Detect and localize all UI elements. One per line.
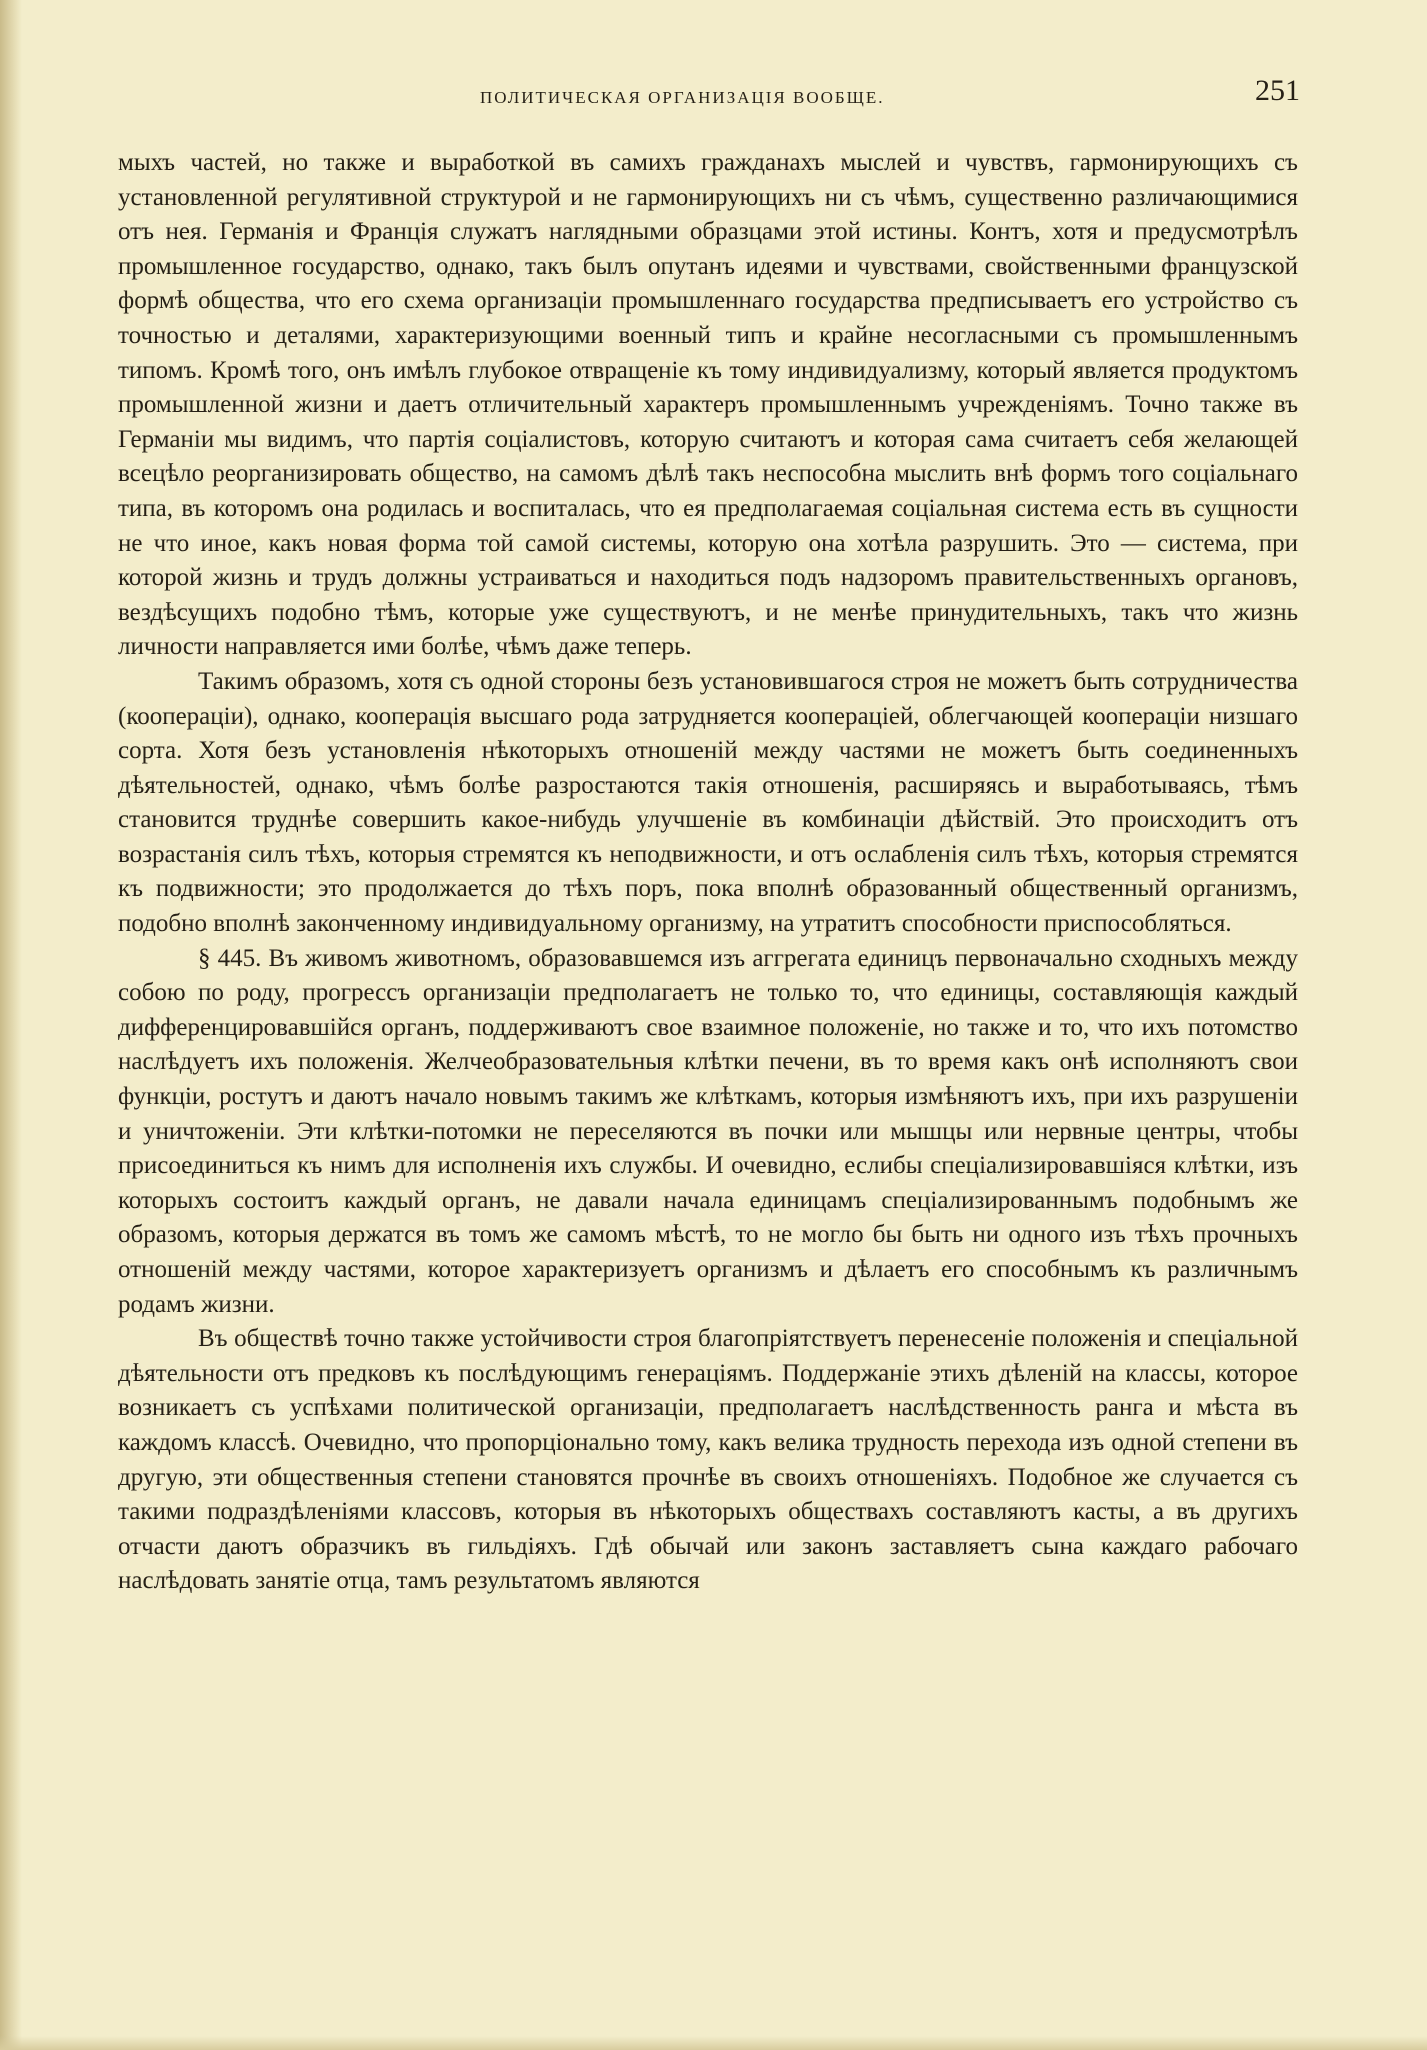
paragraph-section-445: § 445. Въ живомъ животномъ, образовавшемся изъ аггрегата единицъ первоначально сходныхъ между собою по роду, прогрессъ организаціи предполагаетъ не только то, что единицы, составляющія каждый дифференцировавшійся органъ, поддерживаютъ свое взаимное положеніе, но также и то, что ихъ потомство наслѣдуетъ ихъ положенія. Желчеобразовательныя клѣтки печени, въ то время какъ онѣ исполняютъ свои функціи, ростутъ и даютъ начало новымъ такимъ же клѣткамъ, которыя измѣняютъ ихъ, при ихъ разрушеніи и уничтоженіи. Эти клѣтки-потомки не переселяются въ почки или мышцы или нервные центры, чтобы присоединиться къ нимъ для исполненія ихъ службы. И очевидно, еслибы спеціализировавшіяся клѣтки, изъ которыхъ состоитъ каждый органъ, не давали начала единицамъ спеціализированнымъ подобнымъ же образомъ, которыя держатся въ томъ же самомъ мѣстѣ, то не могло бы быть ни одного изъ тѣхъ прочныхъ отношеній между частями, которое характеризуетъ организмъ и дѣлаетъ его способнымъ къ различнымъ родамъ жизни.: [118, 944, 1298, 1318]
page-header: [480, 74, 1300, 116]
page-bottom-shadow: [0, 2036, 1427, 2050]
running-title: ПОЛИТИЧЕСКАЯ ОРГАНИЗАЦІЯ ВООБЩЕ.: [480, 88, 885, 107]
page-edge-shadow: [0, 0, 22, 2050]
page-body: [118, 146, 1298, 1599]
paragraph-cooperation: Такимъ образомъ, хотя съ одной стороны безъ установившагося строя не можетъ быть сотрудничества (коопераціи), однако, кооперація высшаго рода затрудняется коопераціей, облегчающей коопераціи низшаго сорта. Хотя безъ установленія нѣкоторыхъ отношеній между частями не можетъ быть соединенныхъ дѣятельностей, однако, чѣмъ болѣе разростаются такія отношенія, расширяясь и выработываясь, тѣмъ становится труднѣе совершить какое-нибудь улучшеніе въ комбинаціи дѣйствій. Это происходитъ отъ возрастанія силъ тѣхъ, которыя стремятся къ неподвижности, и отъ ослабленія силъ тѣхъ, которыя стремятся къ подвижности; это продолжается до тѣхъ поръ, пока вполнѣ образованный общественный организмъ, подобно вполнѣ законченному индивидуальному организму, на утратитъ способности приспособляться.: [118, 667, 1298, 938]
paragraph-society: Въ обществѣ точно также устойчивости строя благопріятствуетъ перенесеніе положенія и спеціальной дѣятельности отъ предковъ къ послѣдующимъ генераціямъ. Поддержаніе этихъ дѣленій на классы, которое возникаетъ съ успѣхами политической организаціи, предполагаетъ наслѣдственность ранга и мѣста въ каждомъ классѣ. Очевидно, что пропорціонально тому, какъ велика трудность перехода изъ одной степени въ другую, эти общественныя степени становятся прочнѣе въ своихъ отношеніяхъ. Подобное же случается съ такими подраздѣленіями классовъ, которыя въ нѣкоторыхъ обществахъ составляютъ касты, а въ другихъ отчасти даютъ образчикъ въ гильдіяхъ. Гдѣ обычай или законъ заставляетъ сына каждаго рабочаго наслѣдовать занятіе отца, тамъ результатомъ являются: [118, 1325, 1298, 1595]
page-number: 251: [1255, 74, 1300, 107]
paragraph-continuation: мыхъ частей, но также и выработкой въ самихъ гражданахъ мыслей и чувствъ, гармонирующихъ съ установленной регулятивной структурой и не гармонирующихъ ни съ чѣмъ, существенно различающимися отъ нея. Германія и Франція служатъ наглядными образцами этой истины. Контъ, хотя и предусмотрѣлъ промышленное государство, однако, такъ былъ опутанъ идеями и чувствами, свойственными французской формѣ общества, что его схема организаціи промышленнаго государства предписываетъ его устройство съ точностью и деталями, характеризующими военный типъ и крайне несогласными съ промышленнымъ типомъ. Кромѣ того, онъ имѣлъ глубокое отвращеніе къ тому индивидуализму, который является продуктомъ промышленной жизни и даетъ отличительный характеръ промышленнымъ учрежденіямъ. Точно также въ Германіи мы видимъ, что партія соціалистовъ, которую считаютъ и которая сама считаетъ себя желающей всецѣло реорганизировать общество, на самомъ дѣлѣ такъ неспособна мыслить внѣ формъ того соціальнаго типа, въ которомъ она родилась и воспиталась, что ея предполагаемая соціальная система есть въ сущности не что иное, какъ новая форма той самой системы, которую она хотѣла разрушить. Это — система, при которой жизнь и трудъ должны устраиваться и находиться подъ надзоромъ правительственныхъ органовъ, вездѣсущихъ подобно тѣмъ, которые уже существуютъ, и не менѣе принудительныхъ, такъ что жизнь личности направляется ими болѣе, чѣмъ даже теперь.: [118, 149, 1298, 661]
